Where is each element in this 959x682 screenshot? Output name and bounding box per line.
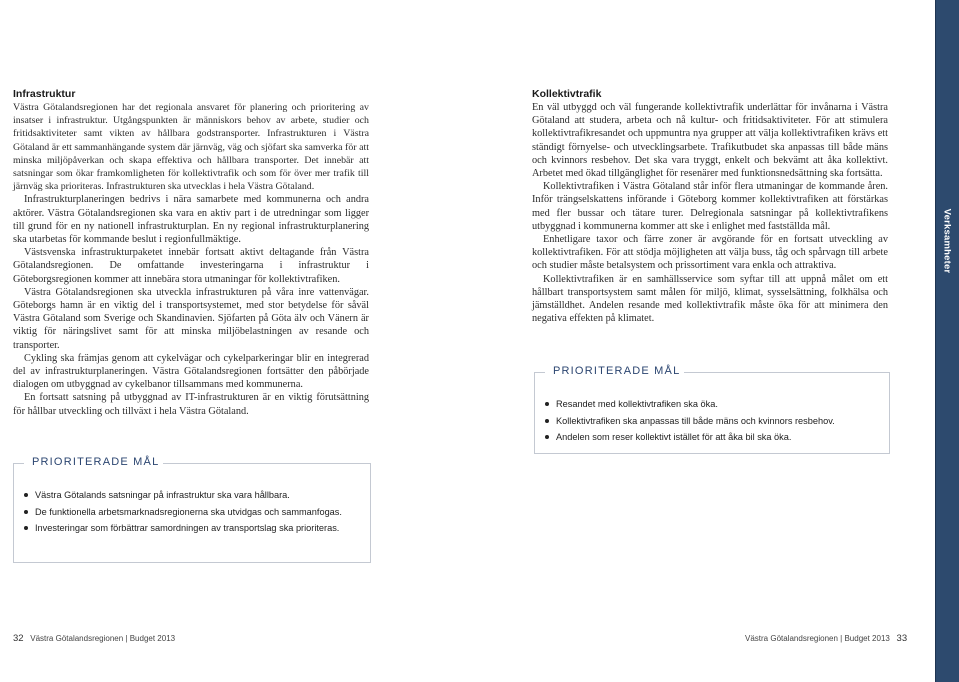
infrastruktur-paragraph: Cykling ska främjas genom att cykelvägar och cykelparkeringar blir en integrerad del av infrastrukturplaneringen. Västra Götalandsregionen fortsätter den påbörjade dialogen om utbyggnad av cykelbanor tillsammans med kommunerna. (13, 352, 369, 391)
infrastruktur-paragraph: En fortsatt satsning på utbyggnad av IT-infrastrukturen är en viktig förutsättning för hållbar utveckling och tillväxt i hela Västra Götaland. (13, 392, 369, 417)
goal-text: Västra Götalands satsningar på infrastruktur ska vara hållbara. (35, 490, 290, 500)
infrastruktur-section (13, 88, 369, 418)
list-item (545, 413, 835, 430)
list-item (545, 396, 835, 413)
infrastruktur-heading: Infrastruktur (13, 88, 76, 100)
prioriterade-mal-box-infrastruktur (13, 456, 371, 563)
goals-list (24, 487, 342, 537)
footer-left (13, 633, 175, 644)
side-tab-label: Verksamheter (941, 208, 953, 274)
kollektivtrafik-paragraph: En väl utbyggd och väl fungerande kollektivtrafik underlättar för invånarna i Västra Götaland att studera, arbeta och nå kultur- och fritidsaktiviteter. För att stimulera kollektivtrafikresandet och uppmuntra nya grupper att välja kollektivtrafiken krävs ett ständigt förnyelse- och utvecklingsarbete. Trafikutbudet ska anpassas till både mäns och kvinnors resbehov. Det ska vara tryggt, enkelt och bekvämt att åka kollektivt. Arbetet med ökad tillgänglighet för resenärer med funktionsnedsättning ska fortsätta. (532, 102, 888, 180)
infrastruktur-paragraph: Västra Götalandsregionen har det regionala ansvaret för planering och prioritering av insatser i infrastruktur. Utgångspunkten är människors behov av arbete, studier och fritidsaktiviteter samt vikten av hållbara godstransporter. Infrastrukturen i Västra Götaland är ett sammanhängande system där järnväg, väg och sjöfart ska samverka för att minska miljöpåverkan och skapa effektiva och hållbara transporter. Det innebär att satsningar som ökar framkomligheten för kollektivtrafik och som för över mer trafik till järnväg ska prioriteras. Infrastrukturen ska utvecklas i hela Västra Götaland. (13, 102, 369, 193)
list-item (24, 504, 342, 521)
bullet-icon (545, 402, 549, 406)
box-border-top (14, 463, 24, 464)
goal-text: Investeringar som förbättrar samordningen av transportslag ska prioriteras. (35, 523, 340, 533)
box-title: PRIORITERADE MÅL (28, 456, 163, 468)
bullet-icon (24, 526, 28, 530)
kollektivtrafik-heading: Kollektivtrafik (532, 88, 602, 100)
list-item (24, 520, 342, 537)
prioriterade-mal-box-kollektivtrafik (534, 365, 890, 454)
goal-text: De funktionella arbetsmarknadsregionerna ska utvidgas och sammanfogas. (35, 506, 342, 517)
bullet-icon (24, 493, 28, 497)
box-border-top (144, 463, 370, 464)
kollektivtrafik-paragraph: Kollektivtrafiken i Västra Götaland står inför flera utmaningar de kommande åren. Inför trängselskattens införande i Göteborg kommer kollektivtrafiken att förstärkas med fler bussar och tätare turer. Delregionala satsningar på kollektivtrafikens utbyggnad i kommunerna kommer att ske i enlighet med fastställda mål. (532, 181, 888, 232)
list-item (545, 429, 835, 446)
infrastruktur-paragraph: Västra Götalandsregionen ska utveckla infrastrukturen på våra inre vattenvägar. Göteborgs hamn är en viktig del i transportsystemet, med stor betydelse för såväl Västra Götaland som Sverige och Skandinavien. Sjöfarten på Göta älv och Vänern är viktig för näringslivet samt för att minska miljöbelastningen av resande och transporter. (13, 286, 369, 351)
kollektivtrafik-section (532, 88, 888, 325)
goals-list (545, 396, 835, 446)
box-border-top (535, 372, 545, 373)
infrastruktur-paragraph: Infrastrukturplaneringen bedrivs i nära samarbete med kommunerna och andra aktörer. Västra Götalandsregionen ska vara en aktiv part i de utredningar som ligger till grund för en ny nationell infrastrukturplan. En ny regional infrastrukturplanering ska utarbetas för kommande beslut i regionfullmäktige. (13, 194, 369, 246)
page-number: 32 (13, 633, 24, 644)
footer-right (745, 633, 907, 644)
goal-text: Andelen som reser kollektivt istället för att åka bil ska öka. (556, 432, 792, 442)
bullet-icon (24, 510, 28, 514)
infrastruktur-paragraph: Västsvenska infrastrukturpaketet innebär fortsatt aktivt deltagande från Västra Götalandsregionen. De omfattande investeringarna i infrastruktur i Göteborgsregionen kommer att innebära stora utmaningar för kollektivtrafiken. (13, 247, 369, 285)
list-item (24, 487, 342, 504)
kollektivtrafik-paragraph: Kollektivtrafiken är en samhällsservice som syftar till att uppnå målet om ett hållbart transportsystem samt målen för miljö, klimat, sysselsättning, folkhälsa och jämställdhet. Andelen resande med kollektivtrafik måste öka för att minimera den negativa effekten på klimatet. (532, 273, 888, 325)
goal-text: Resandet med kollektivtrafiken ska öka. (556, 399, 718, 409)
kollektivtrafik-paragraph: Enhetligare taxor och färre zoner är avgörande för en fortsatt utveckling av kollektivtrafiken. För att stödja möjligheten att välja buss, tåg och spårvagn till arbete och studier måste betalsystem och prissortiment vara enkla och attraktiva. (532, 234, 888, 272)
page-number: 33 (896, 633, 908, 644)
side-tab (936, 0, 959, 682)
box-border-top (665, 372, 889, 373)
goal-text: Kollektivtrafiken ska anpassas till både mäns och kvinnors resbehov. (556, 415, 835, 426)
bullet-icon (545, 435, 549, 439)
footer-text: Västra Götalandsregionen | Budget 2013 (30, 634, 176, 643)
bullet-icon (545, 419, 549, 423)
footer-text: Västra Götalandsregionen | Budget 2013 (745, 634, 890, 643)
box-title: PRIORITERADE MÅL (549, 365, 684, 377)
